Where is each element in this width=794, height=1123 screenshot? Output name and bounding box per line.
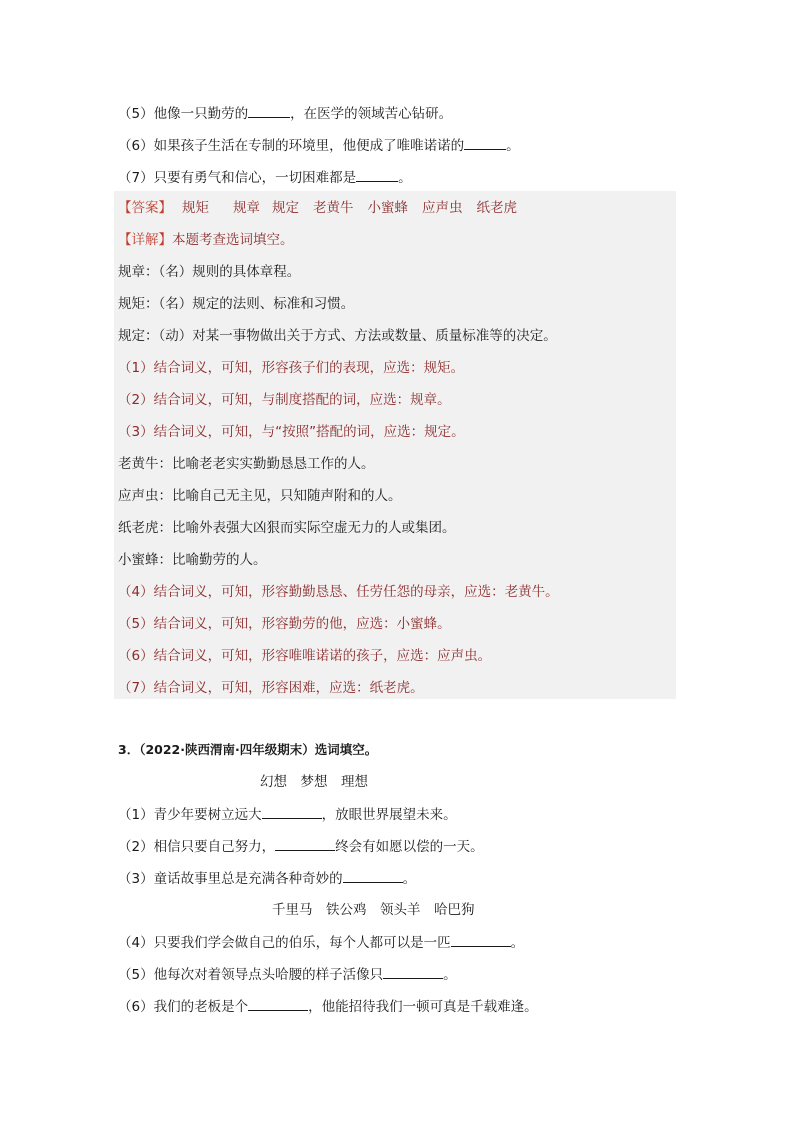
detail-label: 详解 <box>131 232 159 248</box>
answer-word: 应声虫 <box>422 200 463 216</box>
question-text: （2）相信只要自己努力， <box>118 839 276 855</box>
explanation-line: 小蜜蜂：比喻勤劳的人。 <box>118 552 267 568</box>
answer-blank <box>262 804 322 819</box>
answer-word: 小蜜蜂 <box>367 200 408 216</box>
answer-blank <box>248 103 290 118</box>
question-item-7 <box>118 167 412 188</box>
answer-line <box>118 198 517 218</box>
answer-label-close: 】 <box>158 200 172 216</box>
question-3-item-5 <box>118 964 457 985</box>
question-text: ，放眼世界展望未来。 <box>321 807 457 823</box>
explanation-line: （1）结合词义，可知，形容孩子们的表现，应选：规矩。 <box>118 360 465 376</box>
answer-blank <box>248 996 308 1011</box>
question-3-item-6 <box>118 996 538 1017</box>
explanation-line: 纸老虎：比喻外表强大凶狠而实际空虚无力的人或集团。 <box>118 520 456 536</box>
answer-blank <box>343 868 403 883</box>
answer-blank <box>451 932 511 947</box>
explanation-line: 老黄牛：比喻老老实实勤勤恳恳工作的人。 <box>118 456 375 472</box>
question-text: （6）我们的老板是个 <box>118 999 249 1015</box>
question-3-item-2 <box>118 836 484 857</box>
question-text: （3）童话故事里总是充满各种奇妙的 <box>118 871 343 887</box>
detail-label-close: 】 <box>158 232 172 248</box>
question-text: 。 <box>510 935 525 951</box>
explanation-line: （7）结合词义，可知，形容困难，应选：纸老虎。 <box>118 680 424 696</box>
explanation-line: （4）结合词义，可知，形容勤勤恳恳、任劳任怨的母亲，应选：老黄牛。 <box>118 584 559 600</box>
answer-blank <box>356 167 398 182</box>
question-text: （4）只要我们学会做自己的伯乐，每个人都可以是一匹 <box>118 935 451 951</box>
explanation-line: （6）结合词义，可知，形容唯唯诺诺的孩子，应选：应声虫。 <box>118 648 492 664</box>
question-text: 。 <box>402 871 417 887</box>
detail-line <box>118 230 294 250</box>
question-item-6 <box>118 135 520 156</box>
word-bank-1: 幻想 梦想 理想 <box>260 774 368 790</box>
question-text: ，他能招待我们一顿可真是千载难逢。 <box>308 999 538 1015</box>
detail-label-open: 【 <box>118 232 132 248</box>
word-bank-2: 千里马 铁公鸡 领头羊 哈巴狗 <box>272 902 475 918</box>
answer-word: 规矩 <box>182 200 209 216</box>
question-text: （1）青少年要树立远大 <box>118 807 262 823</box>
question-text: ，在医学的领域苦心钻研。 <box>290 106 453 122</box>
question-text: 终会有如愿以偿的一天。 <box>335 839 484 855</box>
question-3-item-3 <box>118 868 416 889</box>
question-text: （5）他每次对着领导点头哈腰的样子活像只 <box>118 967 384 983</box>
answer-blank <box>464 135 506 150</box>
question-3-title: 3．（2022·陕西渭南·四年级期末）选词填空。 <box>118 742 378 757</box>
question-item-5 <box>118 103 452 124</box>
answer-blank <box>383 964 443 979</box>
explanation-line: （3）结合词义，可知，与“按照”搭配的词，应选：规定。 <box>118 424 465 440</box>
answer-blank <box>275 836 335 851</box>
answer-label-open: 【 <box>118 200 132 216</box>
answer-label: 答案 <box>131 200 159 216</box>
question-text: （5）他像一只勤劳的 <box>118 106 249 122</box>
question-text: 。 <box>443 967 457 983</box>
question-text: （7）只要有勇气和信心，一切困难都是 <box>118 170 357 186</box>
explanation-line: 规矩：（名）规定的法则、标准和习惯。 <box>118 296 355 312</box>
answer-word: 老黄牛 <box>313 200 354 216</box>
explanation-line: （2）结合词义，可知，与制度搭配的词，应选：规章。 <box>118 392 451 408</box>
question-text: 。 <box>398 170 412 186</box>
question-text: （6）如果孩子生活在专制的环境里，他便成了唯唯诺诺的 <box>118 138 465 154</box>
answer-word: 规定 <box>272 200 299 216</box>
explanation-line: 规章：（名）规则的具体章程。 <box>118 264 301 280</box>
explanation-line: 规定：（动）对某一事物做出关于方式、方法或数量、质量标准等的决定。 <box>118 328 557 344</box>
explanation-line: （5）结合词义，可知，形容勤劳的他，应选：小蜜蜂。 <box>118 616 451 632</box>
question-text: 。 <box>506 138 520 154</box>
answer-word: 规章 <box>233 200 260 216</box>
question-3-item-1 <box>118 804 457 825</box>
explanation-line: 应声虫：比喻自己无主见，只知随声附和的人。 <box>118 488 402 504</box>
answer-word: 纸老虎 <box>476 200 517 216</box>
question-3-item-4 <box>118 932 524 953</box>
detail-intro: 本题考查选词填空。 <box>172 232 294 248</box>
